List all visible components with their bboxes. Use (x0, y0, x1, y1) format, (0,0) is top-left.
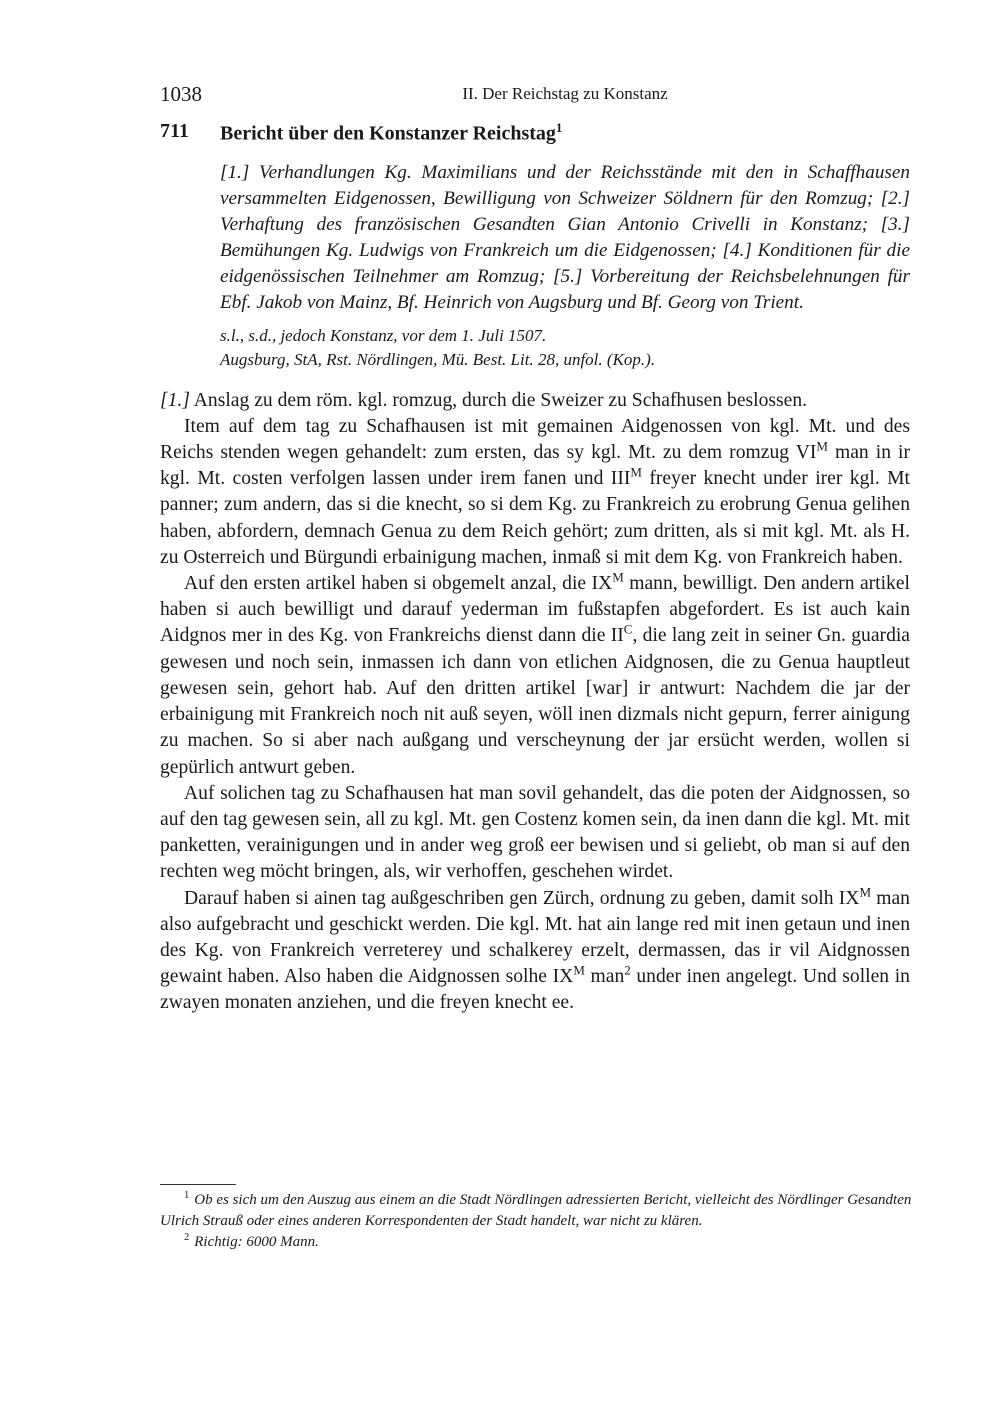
footnotes (160, 1190, 912, 1253)
paragraph-3-text-c: , die lang zeit in seiner Gn. guardia gewesen und noch sein, inmassen ich dann von etlichen Aidgnosen, die zu Genua hauptleut gewesen sein, gehort hab. Auf den dritten artikel [war] ir antwurt: Nachdem die jar der erbainigung mit Frankreich noch nit auß seyen, wöll inen dizmals nicht gepurn, ferrer ainigung zu machen. So si aber nach außgang und verscheynung der jar ersücht werden, wollen si gepürlich antwurt geben. (160, 625, 911, 778)
superscript: C (623, 621, 633, 637)
paragraph-3 (160, 571, 910, 781)
superscript: M (816, 438, 828, 454)
footnote-1 (160, 1190, 912, 1232)
document-heading (160, 120, 910, 146)
paragraph-5-text-d: under inen angelegt. Und sollen in zwayen monaten anziehen, und die freyen knecht ee. (160, 966, 910, 1014)
paragraph-1 (160, 388, 910, 414)
document-title (220, 120, 562, 146)
footnote-text: Richtig: 6000 Mann. (194, 1234, 319, 1250)
page-number: 1038 (160, 82, 202, 106)
paragraph-5 (160, 883, 910, 1017)
paragraph-3-text-a: Auf den ersten artikel haben si obgemelt anzal, die IX (184, 573, 613, 595)
footnote-ref-1: 1 (555, 120, 563, 135)
footnote-divider (160, 1184, 236, 1185)
paragraph-2-text-b: man in ir kgl. Mt. costen verfolgen lassen under irem fanen und III (160, 442, 911, 490)
document-meta (220, 324, 910, 372)
date-line: s.l., s.d., jedoch Konstanz, vor dem 1. Juli 1507. (220, 325, 547, 345)
paragraph-5-text-a: Darauf haben si ainen tag außgeschriben gen Zürch, ordnung zu geben, damit solh IX (184, 887, 860, 909)
document-summary: [1.] Verhandlungen Kg. Maximilians und der Reichsstände mit den in Schaffhausen versammelten Eidgenossen, Bewilligung von Schweizer Söldnern für den Romzug; [2.] Verhaftung des französischen Gesandten Gian Antonio Crivelli in Konstanz; [3.] Bemühungen Kg. Ludwigs von Frankreich um die Eidgenossen; [4.] Konditionen für die eidgenössischen Teilnehmer am Romzug; [5.] Vorbereitung der Reichsbelehnungen für Ebf. Jakob von Mainz, Bf. Heinrich von Augsburg und Bf. Georg von Trient. (220, 161, 910, 313)
paragraph-1-text: Anslag zu dem röm. kgl. romzug, durch die Sweizer zu Schafhusen beslossen. (193, 389, 808, 411)
paragraph-4: Auf solichen tag zu Schafhausen hat man sovil gehandelt, das die poten der Aidgnossen, so auf den tag gewesen sein, all zu kgl. Mt. gen Costenz komen sein, da inen dann die kgl. Mt. mit panketten, verainigungen und in ander weg groß eer bewisen und si geliebt, ob man si auf den rechten weg möcht bringen, als, wir verhoffen, geschehen wirdet. (160, 782, 910, 883)
paragraph-2 (160, 414, 910, 571)
running-title: II. Der Reichstag zu Konstanz (462, 84, 668, 103)
superscript: M (612, 569, 624, 585)
footnote-2 (160, 1232, 912, 1253)
document-number: 711 (160, 120, 189, 142)
body-text (160, 388, 910, 1017)
footnote-mark: 1 (184, 1190, 190, 1201)
footnote-text: Ob es sich um den Auszug aus einem an die Stadt Nördlingen adressierten Bericht, vielleicht des Nördlinger Gesandten Ulrich Strauß oder eines anderen Korrespondenten der Stadt handelt, war nicht zu klären. (160, 1192, 912, 1229)
footnote-ref-2: 2 (624, 962, 631, 978)
footnote-mark: 2 (184, 1232, 190, 1243)
source-line: Augsburg, StA, Rst. Nördlingen, Mü. Best. Lit. 28, unfol. (Kop.). (220, 349, 656, 369)
document-title-text: Bericht über den Konstanzer Reichstag (220, 122, 556, 145)
paragraph-3-text-b: mann, bewilligt. Den andern artikel haben si auch bewilligt und darauf yederman im fußstapfen abgefordert. Es ist auch kain Aidgnos mer in des Kg. von Frankreichs dienst dann die II (160, 573, 910, 647)
running-head (160, 78, 910, 108)
superscript: M (859, 883, 871, 899)
superscript: M (630, 464, 642, 480)
paragraph-5-text-c: man (584, 966, 625, 988)
superscript: M (573, 962, 585, 978)
page-content (160, 78, 910, 1017)
paragraph-5-text-b: man also aufgebracht und geschickt werden. Die kgl. Mt. hat ain lange red mit inen getaun und inen des Kg. von Frankreich verreterey und schalkerey erzelt, dermassen, das ir vil Aidgnossen gewaint haben. Also haben die Aidgnossen solhe IX (160, 887, 910, 988)
paragraph-2-text-a: Item auf dem tag zu Schafhausen ist mit gemainen Aidgenossen von kgl. Mt. und des Reichs stenden wegen gehandelt: zum ersten, das sy kgl. Mt. zu dem romzug VI (160, 415, 910, 464)
paragraph-2-text-c: freyer knecht under irer kgl. Mt panner; zum andern, das si die knecht, so si dem Kg. zu Frankreich zu erobrung Genua gelihen haben, abfordern, demnach Genua zu dem Reich gehört; zum dritten, als si mit kgl. Mt. als H. zu Osterreich und Bürgundi erbainigung machen, inmaß si mit dem Kg. von Frankreich haben. (160, 468, 910, 568)
section-marker: [1.] (160, 389, 190, 411)
